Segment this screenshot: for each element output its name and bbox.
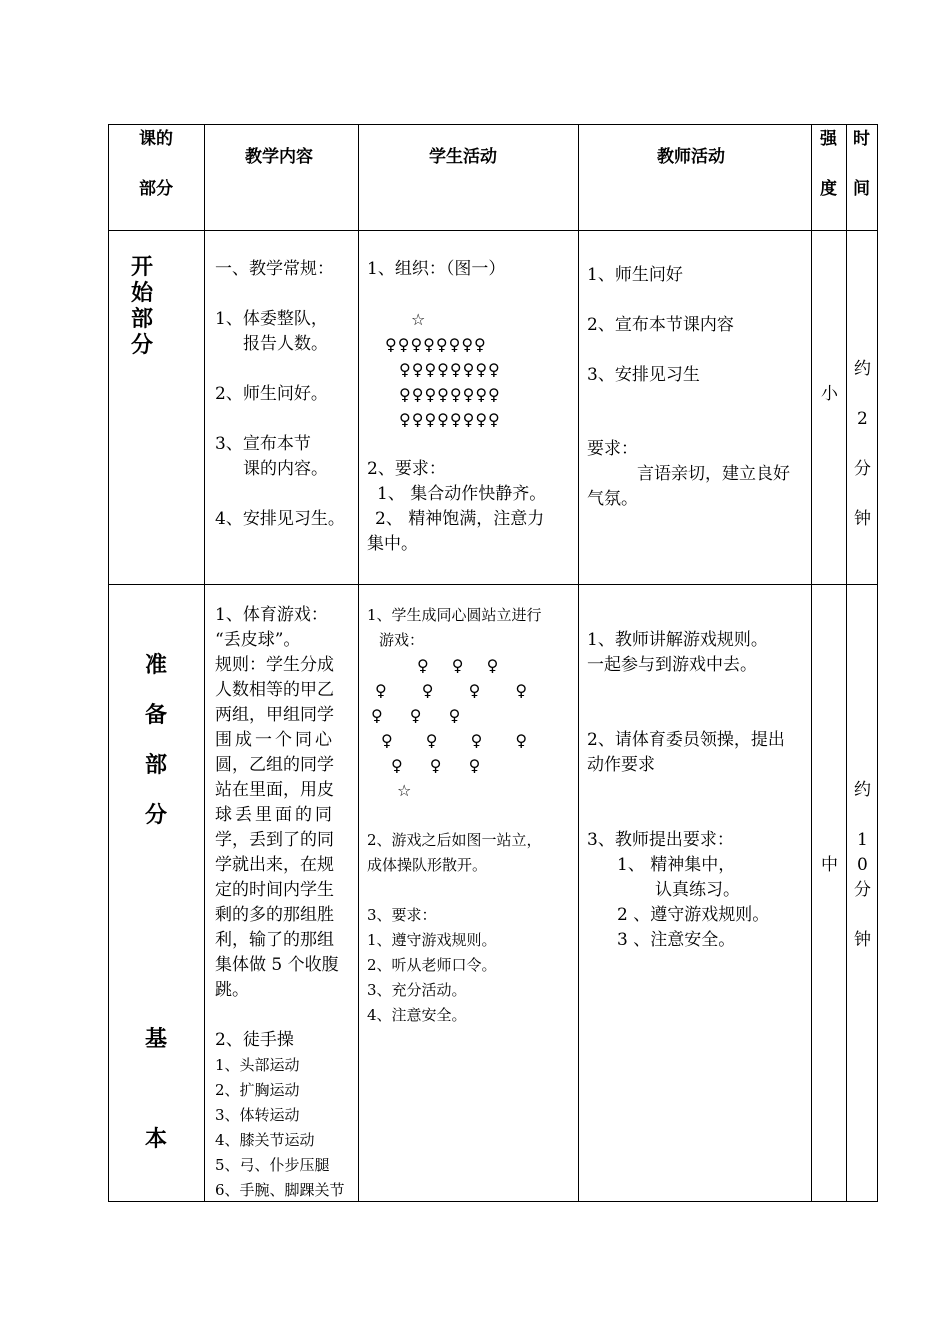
formation-row: ♀♀♀♀♀♀♀♀	[399, 360, 501, 379]
text-line: 利，输了的那组	[215, 930, 334, 950]
text-line: 5、弓、仆步压腿	[215, 1156, 330, 1174]
text-line: 约	[854, 780, 871, 800]
header-time	[847, 125, 878, 231]
text-line: 小	[821, 384, 838, 404]
text-line: 3、要求：	[367, 906, 437, 924]
teacher-star-icon: ☆	[397, 781, 412, 800]
text-line: 1	[857, 830, 868, 850]
text-line: 分	[854, 880, 871, 900]
text-line: 2、扩胸运动	[215, 1081, 300, 1099]
text-line: 6、手腕、脚踝关节	[215, 1181, 345, 1199]
row-preparation	[109, 585, 878, 1202]
text-line: 约	[854, 359, 871, 379]
header-intensity	[812, 125, 847, 231]
circle-row: ♀ ♀ ♀	[391, 756, 481, 775]
text-line: 3、安排见习生	[587, 365, 700, 385]
text-line: 跳。	[215, 980, 249, 1000]
text-line: 1、学生成同心圆站立进行	[367, 606, 542, 624]
content-preparation	[205, 585, 359, 1202]
text-line: 钟	[854, 509, 871, 529]
circle-row: ♀ ♀ ♀	[371, 706, 461, 725]
teacher-preparation	[579, 585, 812, 1202]
student-preparation	[359, 585, 579, 1202]
text-line: 分	[854, 459, 871, 479]
text-line: 教师活动	[657, 147, 725, 167]
text-line: 2、师生问好。	[215, 384, 328, 404]
student-opening	[359, 231, 579, 585]
formation-row: ♀♀♀♀♀♀♀♀	[399, 385, 501, 404]
text-line: 1、体委整队，	[215, 309, 328, 329]
text-line: 成体操队形散开。	[367, 856, 488, 874]
text-line: 剩的多的那组胜	[215, 905, 334, 925]
text-line: 围成一个同心	[215, 730, 335, 750]
text-line: 中	[821, 855, 838, 875]
text-line: 动作要求	[587, 755, 655, 775]
text-line: 言语亲切，建立良好	[637, 464, 790, 484]
text-line: 要求：	[587, 439, 638, 459]
text-line: 3、宣布本节	[215, 434, 311, 454]
text-line: 学就出来，在规	[215, 855, 334, 875]
text-line: 定的时间内学生	[215, 880, 334, 900]
text-line: 2、 精神饱满，注意力	[375, 509, 545, 529]
text-line: 基	[145, 1027, 168, 1052]
text-line: 2、听从老师口令。	[367, 956, 497, 974]
text-line: 一、教学常规：	[215, 259, 334, 279]
formation-row: ♀♀♀♀♀♀♀♀	[385, 335, 487, 354]
text-line: 集中。	[367, 534, 418, 554]
text-line: 报告人数。	[243, 334, 328, 354]
text-line: 2、游戏之后如图一站立，	[367, 831, 542, 849]
circle-row: ♀ ♀ ♀ ♀	[375, 681, 528, 700]
content-opening	[205, 231, 359, 585]
text-line: 球丢里面的同	[215, 805, 335, 825]
text-line: 两组，甲组同学	[215, 705, 334, 725]
text-line: 0	[857, 855, 868, 875]
teacher-star-icon: ☆	[411, 310, 426, 329]
header-teacher	[579, 125, 812, 231]
text-line: 分	[145, 803, 168, 828]
text-line: 间	[853, 179, 870, 199]
text-line: 学，丢到了的同	[215, 830, 334, 850]
text-line: 气氛。	[587, 489, 638, 509]
text-line: 本	[145, 1127, 168, 1152]
text-line: 1、头部运动	[215, 1056, 300, 1074]
text-line: 开	[131, 255, 154, 280]
text-line: 2	[857, 409, 868, 429]
text-line: 1、 精神集中，	[617, 855, 736, 875]
text-line: 3 、注意安全。	[617, 930, 736, 950]
text-line: 始	[131, 281, 154, 306]
text-line: 4、注意安全。	[367, 1006, 467, 1024]
text-line: 备	[145, 703, 168, 728]
header-student	[359, 125, 579, 231]
intensity-preparation	[812, 585, 847, 1202]
text-line: 3、充分活动。	[367, 981, 467, 999]
time-preparation	[847, 585, 878, 1202]
text-line: 4、膝关节运动	[215, 1131, 315, 1149]
text-line: 1、教师讲解游戏规则。	[587, 630, 768, 650]
text-line: 1、组织：（图一）	[367, 259, 506, 279]
text-line: 1、遵守游戏规则。	[367, 931, 497, 949]
text-line: 时	[853, 129, 870, 149]
text-line: 人数相等的甲乙	[215, 680, 334, 700]
text-line: 认真练习。	[655, 880, 740, 900]
text-line: 2 、遵守游戏规则。	[617, 905, 770, 925]
text-line: 2、宣布本节课内容	[587, 315, 734, 335]
text-line: 3、体转运动	[215, 1106, 300, 1124]
text-line: 课的内容。	[243, 459, 328, 479]
text-line: 3、教师提出要求：	[587, 830, 734, 850]
text-line: 1、师生问好	[587, 265, 683, 285]
header-content	[205, 125, 359, 231]
text-line: 分	[131, 333, 154, 358]
text-line: 部分	[139, 179, 173, 199]
teacher-opening	[579, 231, 812, 585]
text-line: 4、安排见习生。	[215, 509, 345, 529]
circle-row: ♀ ♀ ♀ ♀	[381, 731, 528, 750]
text-line: 游戏：	[379, 631, 425, 649]
circle-row: ♀ ♀ ♀	[417, 656, 499, 675]
text-line: 课的	[139, 129, 173, 149]
lesson-plan-table	[108, 124, 878, 1202]
text-line: 圆，乙组的同学	[215, 755, 334, 775]
text-line: 2、徒手操	[215, 1030, 294, 1050]
text-line: 2、请体育委员领操，提出	[587, 730, 785, 750]
text-line: 准	[145, 653, 168, 678]
time-opening	[847, 231, 878, 585]
header-row	[109, 125, 878, 231]
header-section	[109, 125, 205, 231]
text-line: 1、 集合动作快静齐。	[377, 484, 547, 504]
text-line: 钟	[854, 930, 871, 950]
row-opening	[109, 231, 878, 585]
section-opening	[109, 231, 205, 585]
text-line: 学生活动	[429, 147, 497, 167]
intensity-opening	[812, 231, 847, 585]
formation-row: ♀♀♀♀♀♀♀♀	[399, 410, 501, 429]
text-line: “丢皮球”。	[215, 630, 301, 650]
text-line: 部	[131, 307, 154, 332]
text-line: 部	[145, 753, 168, 778]
section-preparation	[109, 585, 205, 1202]
text-line: 1、体育游戏：	[215, 605, 328, 625]
text-line: 教学内容	[245, 147, 313, 167]
text-line: 规则：学生分成	[215, 655, 334, 675]
text-line: 2、要求：	[367, 459, 446, 479]
text-line: 站在里面，用皮	[215, 780, 334, 800]
text-line: 一起参与到游戏中去。	[587, 655, 757, 675]
text-line: 集体做 5 个收腹	[215, 955, 339, 975]
text-line: 度	[820, 179, 837, 199]
text-line: 强	[820, 129, 837, 149]
